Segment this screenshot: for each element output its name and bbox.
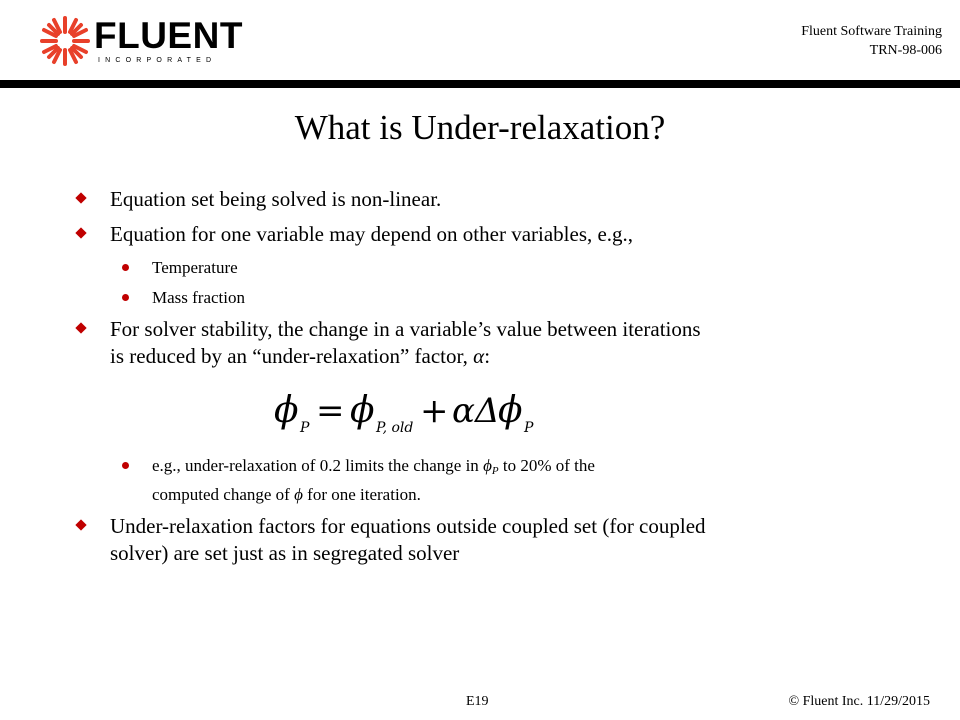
fluent-logo — [40, 14, 243, 70]
relaxation-equation — [72, 378, 892, 442]
bullet-item — [72, 316, 892, 370]
diamond-bullet-icon — [75, 519, 86, 530]
eq-alpha-delta: αΔ — [452, 391, 500, 431]
bullet-item — [72, 186, 892, 213]
dot-bullet-icon — [122, 294, 129, 301]
diamond-bullet-icon — [75, 192, 86, 203]
diamond-bullet-icon — [75, 322, 86, 333]
header-course: Fluent Software Training — [801, 24, 942, 39]
eq-sub-p-lhs: P — [300, 420, 310, 436]
dot-bullet-icon — [122, 462, 129, 469]
alpha-symbol: α — [473, 344, 485, 368]
phi-symbol: ϕ — [483, 456, 492, 475]
sub-bullet-text: Temperature — [152, 258, 238, 277]
fluent-starburst-icon — [40, 16, 90, 66]
phi-symbol: ϕ — [294, 485, 303, 504]
page-number: E19 — [466, 694, 489, 709]
phi-subscript: P — [491, 465, 499, 477]
bullet-text: For solver stability, the change in a variable’s value between iterations — [110, 317, 701, 341]
eq-sub-old: P, old — [376, 420, 414, 436]
bullet-text: solver) are set just as in segregated solver — [110, 541, 460, 565]
logo-wordmark: FLUENT — [94, 15, 243, 56]
header-code: TRN-98-006 — [869, 43, 942, 58]
dot-bullet-icon — [122, 264, 129, 271]
sub-bullet-text: to 20% of the — [498, 456, 595, 475]
header-info — [801, 22, 942, 60]
slide-title: What is Under-relaxation? — [294, 108, 666, 147]
sub-bullet-text: Mass fraction — [152, 288, 246, 307]
eq-phi-rhs: ϕ — [498, 390, 523, 431]
eq-phi-old: ϕ — [350, 390, 375, 431]
sub-bullet-text: e.g., under-relaxation of 0.2 limits the change in — [152, 456, 484, 475]
eq-plus: + — [420, 391, 449, 431]
bullet-list — [72, 186, 892, 575]
bullet-text: Equation set being solved is non-linear. — [110, 187, 442, 211]
eq-equals: = — [316, 391, 345, 431]
sub-bullet-text: computed change of — [152, 485, 295, 504]
logo-subtitle: INCORPORATED — [98, 57, 217, 64]
sub-bullet-item — [72, 256, 892, 279]
bullet-punct: : — [484, 344, 491, 368]
eq-phi-lhs: ϕ — [274, 390, 299, 431]
bullet-item — [72, 513, 892, 567]
sub-bullet-item — [72, 286, 892, 309]
header-divider — [0, 80, 960, 88]
eq-sub-p-rhs: P — [524, 420, 534, 436]
sub-bullet-text: for one iteration. — [302, 485, 421, 504]
bullet-text: Equation for one variable may depend on other variables, e.g., — [110, 222, 634, 246]
bullet-text: Under-relaxation factors for equations outside coupled set (for coupled — [110, 514, 706, 538]
diamond-bullet-icon — [75, 227, 86, 238]
bullet-item — [72, 221, 892, 248]
sub-bullet-item — [72, 454, 892, 506]
bullet-text: is reduced by an “under-relaxation” factor, — [110, 344, 474, 368]
copyright: © Fluent Inc. 11/29/2015 — [788, 694, 930, 709]
